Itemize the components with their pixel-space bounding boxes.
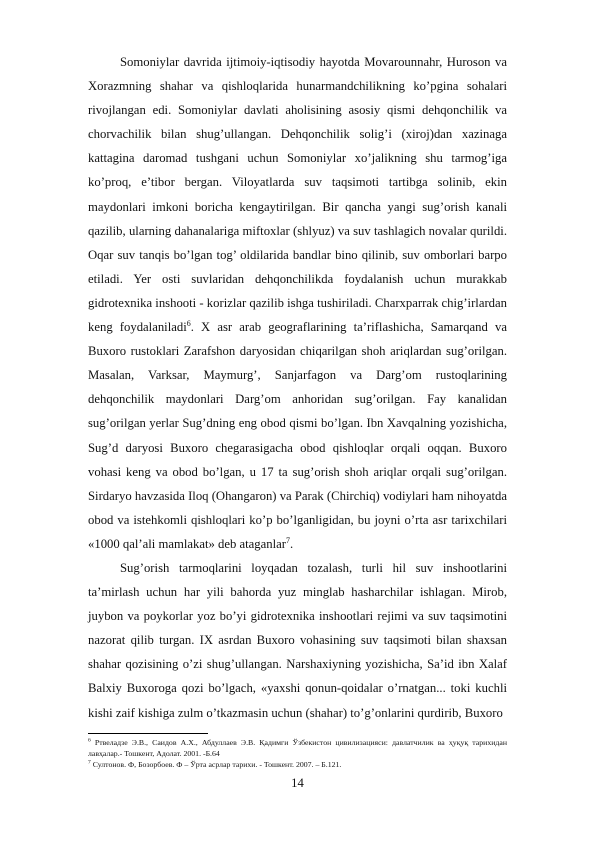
- paragraph-1-text: Somoniylar davrida ijtimoiy-iqtisodiy hayotda Movarounnahr, Huroson va Xorazmning shahar va qishloqlarida hunarmandchilikning ko’pgina sohalari rivojlangan edi. Somoniylar davlati aholisining asosiy qismi dehqonchilik va chorvachilik bilan shug’ullangan. Dehqonchilik solig’i (xiroj)dan xazinaga kattagina daromad tushgani uchun Somoniylar xo’jalikning shu tarmog’iga ko’proq, e’tibor bergan. Viloyatlarda suv taqsimoti tartibga solinib, ekin maydonlari imkoni boricha kengaytirilgan. Bir qancha yangi sug’orish kanali qazilib, ularning dahanalariga miftoxlar (shlyuz) va suv tashlagich novalar qurildi. Oqar suv tanqis bo’lgan tog’ oldilarida bandlar bino qilinib, suv omborlari barpo etiladi. Yer osti suvlaridan dehqonchilikda foydalanish uchun murakkab gidrotexnika inshooti - korizlar qazilib ishga tushiriladi. Charxparrak chig’irlardan keng foydalaniladi: [88, 55, 507, 335]
- footnote-7-text: Султонов. Ф, Бозорбоев. Ф – Ўрта асрлар тарихи. - Тошкент. 2007. – Б.121.: [90, 760, 342, 769]
- footnote-mark-6: 6: [88, 737, 91, 744]
- footnote-ref-7[interactable]: 7: [286, 535, 290, 545]
- footnote-ref-6[interactable]: 6: [186, 318, 191, 328]
- footnote-mark-7: 7: [88, 759, 91, 766]
- paragraph-2: [88, 556, 507, 725]
- paragraph-1-end: .: [290, 536, 294, 551]
- footnote-separator: [88, 733, 208, 734]
- footnote-7: [88, 759, 507, 770]
- footnote-6: [88, 737, 507, 759]
- paragraph-1: [88, 50, 507, 556]
- paragraph-2-text: Sug’orish tarmoqlarini loyqadan tozalash, turli hil suv inshootlarini ta’mirlash uchun har yili bahorda yuz minglab hasharchilar ishlagan. Mirob, juybon va poykorlar yoz bo’yi gidrotexnika inshootlari rejimi va suv taqsimotini nazorat qilib turgan. IX asrdan Buxoro vohasining suv taqsimoti bilan shaxsan shahar qozisining o’zi shug’ullangan. Narshaxiyning yozishicha, Sa’id ibn Xalaf Balxiy Buxoroga qozi bo’lgach, «yaxshi qonun-qoidalar o’rnatgan... toki kuchli kishi zaif kishiga zulm o’tkazmasin uchun (shahar) to’g’onlarini qurdirib, Buxoro: [88, 560, 507, 720]
- page-number: 14: [291, 776, 304, 790]
- paragraph-1-continuation: . X asr arab geograflarining ta’riflashicha, Samarqand va Buxoro rustoklari Zarafshon daryosidan chiqarilgan shoh ariqlardan sug’orilgan. Masalan, Varksar, Maymurg’, Sanjarfagon va Darg’om rustoqlarining dehqonchilik maydonlari Darg’om anhoridan sug’orilgan. Fay kanalidan sug’orilgan yerlar Sug’dning eng obod qismi bo’lgan. Ibn Xavqalning yozishicha, Sug’d daryosi Buxoro chegarasigacha obod qishloqlar orqali oqqan. Buxoro vohasi keng va obod bo’lgan, u 17 ta sug’orish shoh ariqlar orqali sug’orilgan. Sirdaryo havzasida Iloq (Ohangaron) va Parak (Chirchiq) vodiylari ham nihoyatda obod va istehkomli qishloqlari ko’p bo’lganligidan, bu joyni o’rta asr tarixchilari «1000 qal’ali mamlakat» deb ataganlar: [88, 320, 507, 551]
- footnote-6-text: Ртвеладзе Э.В., Саидов А.Х., Абдуллаев Э.В. Қадимги Ўзбекистон цивилизацияси: давлатчилик ва ҳуқуқ тарихидан лавҳалар.- Тошкент, Адолат. 2001. -Б.64: [88, 738, 507, 758]
- footnotes: [88, 737, 507, 770]
- main-text: [88, 50, 507, 725]
